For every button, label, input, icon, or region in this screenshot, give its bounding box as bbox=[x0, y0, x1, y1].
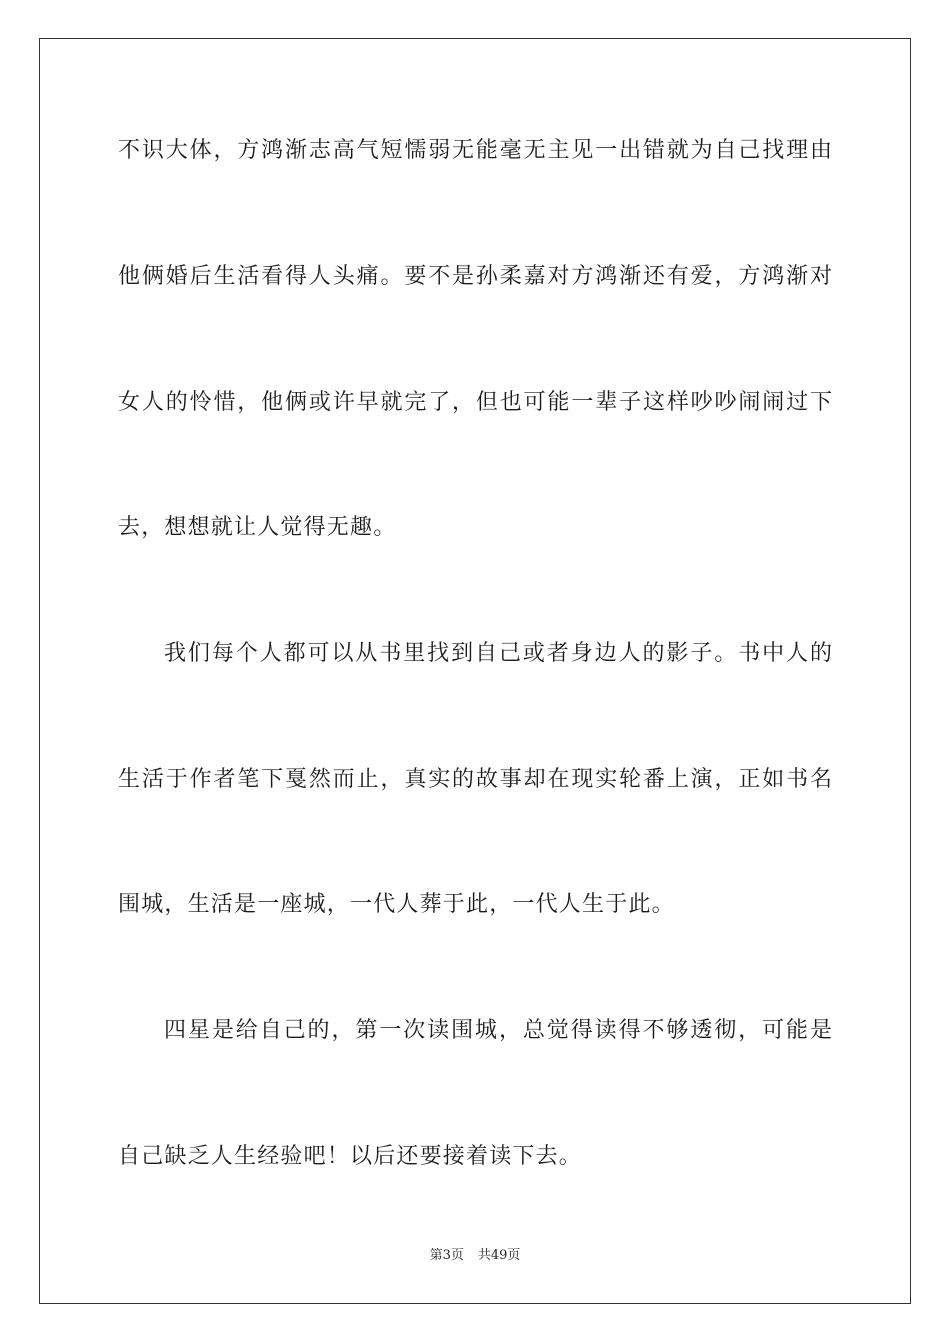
text-line-5: 我们每个人都可以从书里找到自己或者身边人的影子。书中人的 bbox=[164, 641, 832, 666]
text-line-1: 不识大体，方鸿渐志高气短懦弱无能毫无主见一出错就为自己找理由 bbox=[118, 138, 832, 163]
text-line-7: 围城，生活是一座城，一代人葬于此，一代人生于此。 bbox=[118, 892, 675, 917]
page-border bbox=[39, 38, 911, 1304]
page-footer bbox=[0, 1248, 950, 1264]
text-line-2: 他俩婚后生活看得人头痛。要不是孙柔嘉对方鸿渐还有爱，方鸿渐对 bbox=[118, 264, 832, 289]
page-total: 共49页 bbox=[477, 1248, 521, 1263]
text-line-8: 四星是给自己的，第一次读围城，总觉得读得不够透彻，可能是 bbox=[164, 1018, 832, 1043]
text-line-4: 去，想想就让人觉得无趣。 bbox=[118, 515, 397, 540]
page-number: 第3页 bbox=[429, 1248, 464, 1263]
text-line-3: 女人的怜惜，他俩或许早就完了，但也可能一辈子这样吵吵闹闹过下 bbox=[118, 390, 832, 415]
text-line-6: 生活于作者笔下戛然而止，真实的故事却在现实轮番上演，正如书名 bbox=[118, 767, 832, 792]
text-line-9: 自己缺乏人生经验吧！以后还要接着读下去。 bbox=[118, 1144, 583, 1169]
